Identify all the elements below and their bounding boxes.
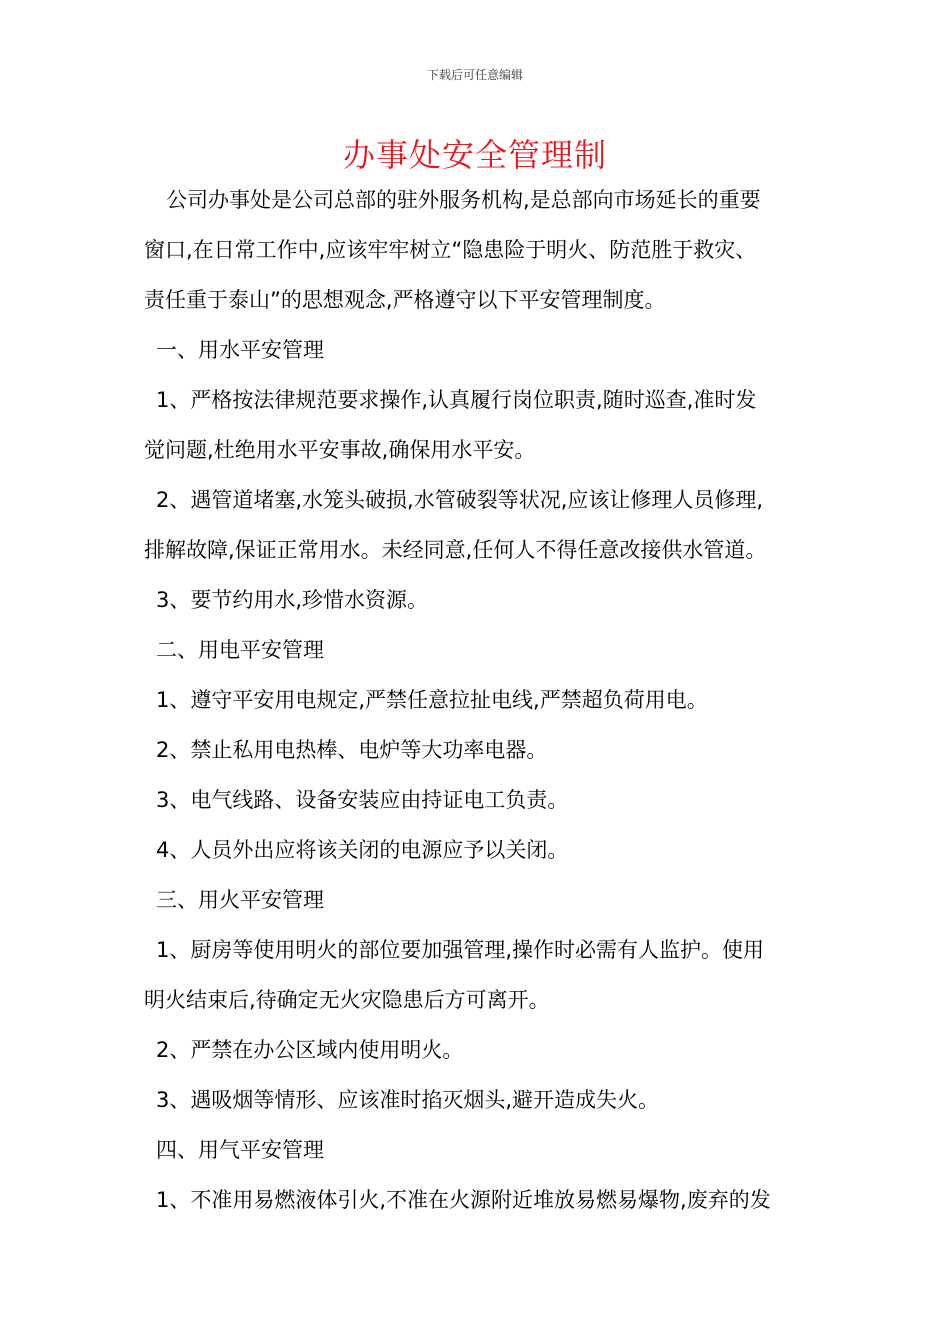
paragraph-line: 公司办事处是公司总部的驻外服务机构,是总部向市场延长的重要	[166, 188, 761, 212]
paragraph-line: 窗口,在日常工作中,应该牢牢树立“隐患险于明火、防范胜于救灾、	[144, 238, 757, 262]
list-item-line: 2、严禁在办公区域内使用明火。	[156, 1038, 464, 1062]
list-item-line: 觉问题,杜绝用水平安事故,确保用水平安。	[144, 438, 536, 462]
list-item-line: 3、遇吸烟等情形、应该准时掐灭烟头,避开造成失火。	[156, 1088, 660, 1112]
document-body	[144, 180, 812, 1230]
list-item-line: 1、不准用易燃液体引火,不准在火源附近堆放易燃易爆物,废弃的发	[156, 1188, 771, 1212]
section-heading: 一、用水平安管理	[156, 338, 324, 362]
header-note: 下载后可任意编辑	[426, 68, 523, 82]
list-item-line: 2、禁止私用电热棒、电炉等大功率电器。	[156, 738, 548, 762]
list-item-line: 排解故障,保证正常用水。未经同意,任何人不得任意改接供水管道。	[144, 538, 767, 562]
list-item-line: 1、厨房等使用明火的部位要加强管理,操作时必需有人监护。使用	[156, 938, 765, 962]
list-item-line: 明火结束后,待确定无火灾隐患后方可离开。	[144, 988, 550, 1012]
list-item-line: 3、要节约用水,珍惜水资源。	[156, 588, 429, 612]
list-item-line: 4、人员外出应将该关闭的电源应予以关闭。	[156, 838, 569, 862]
list-item-line: 2、遇管道堵塞,水笼头破损,水管破裂等状况,应该让修理人员修理,	[156, 488, 764, 512]
list-item-line: 1、严格按法律规范要求操作,认真履行岗位职责,随时巡查,准时发	[156, 388, 757, 412]
list-item-line: 1、遵守平安用电规定,严禁任意拉扯电线,严禁超负荷用电。	[156, 688, 708, 712]
paragraph-line: 责任重于泰山”的思想观念,严格遵守以下平安管理制度。	[144, 288, 666, 312]
document-title: 办事处安全管理制	[342, 136, 607, 174]
section-heading: 四、用气平安管理	[156, 1138, 324, 1162]
section-heading: 三、用火平安管理	[156, 888, 324, 912]
list-item-line: 3、电气线路、设备安装应由持证电工负责。	[156, 788, 569, 812]
section-heading: 二、用电平安管理	[156, 638, 324, 662]
